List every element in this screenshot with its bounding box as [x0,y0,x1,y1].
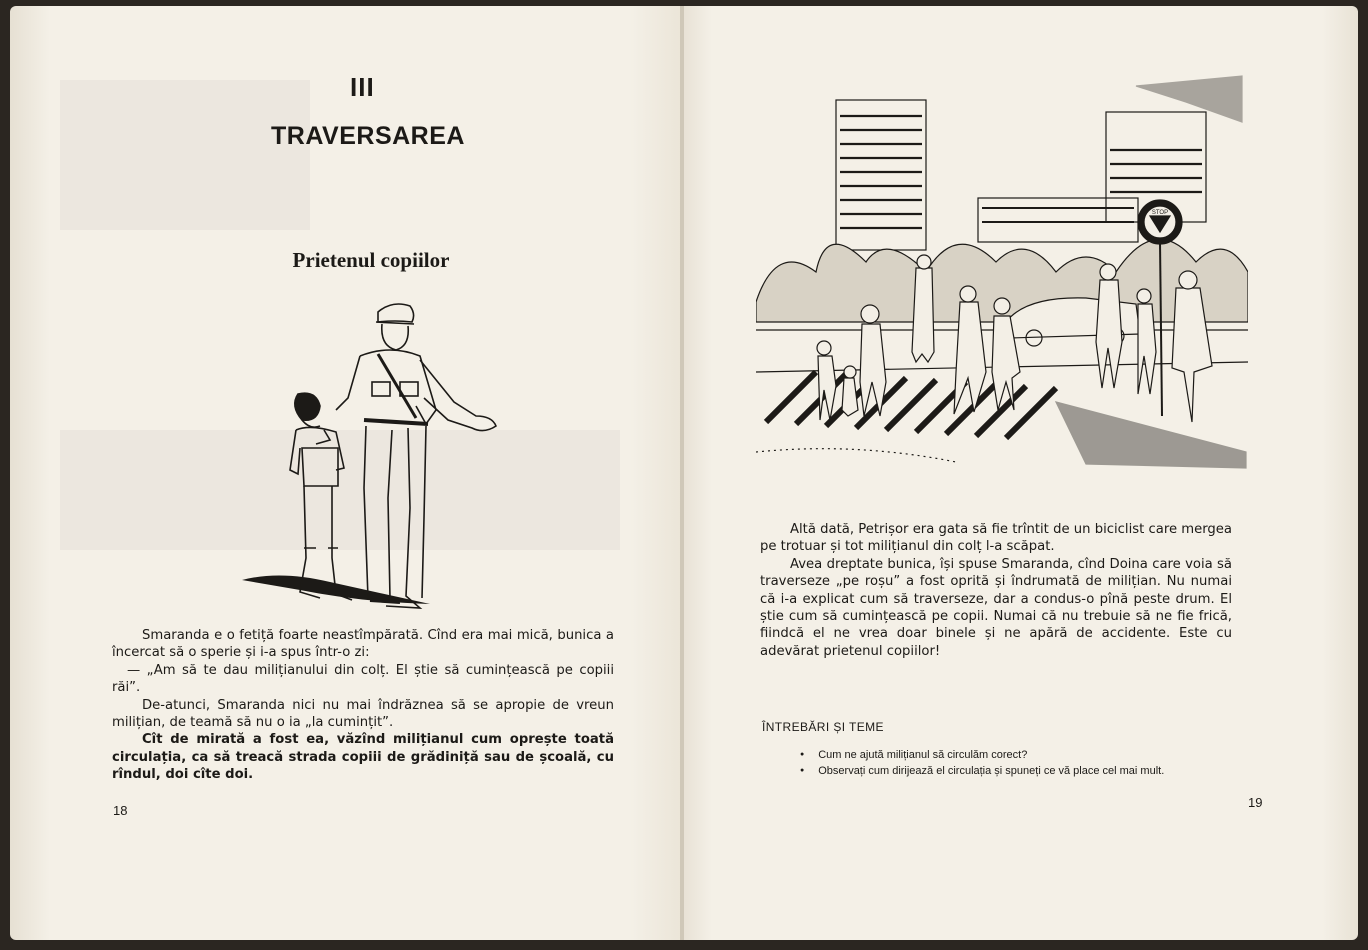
questions-heading: ÎNTREBĂRI ȘI TEME [762,720,884,734]
chapter-title: TRAVERSAREA [271,122,465,150]
militiaman-illustration [240,298,500,616]
question-item: ● Cum ne ajută milițianul să circulăm corect? [814,748,1164,764]
page-number-right: 19 [1248,795,1263,810]
street-crossing-illustration [756,72,1248,474]
paragraph: Cît de mirată a fost ea, văzînd milițianul cum oprește toată circulația, ca să treacă strada copiii de grădiniță sau de școală, cu rîndul, doi cîte doi. [112,732,614,783]
paragraph: Avea dreptate bunica, își spuse Smaranda, cînd Doina care voia să traverseze „pe roșu” a fost oprită și îndrumată de milițian. Nu numai că i-a explicat cum să traverseze, dar a condus-o pînă peste drum. El știe cum să cumințească pe copii. Numai că nu trebuie să ne fie frică, fiindcă el ne vrea doar binele și ne apără de accidente. Este cu adevărat prietenul copiilor! [760,556,1232,659]
paragraph-dialog: — „Am să te dau milițianului din colț. El știe să cumințească pe copiii răi”. [112,662,614,696]
page-number-left: 18 [113,803,128,818]
question-item: ● Observați cum dirijează el circulația și spuneți ce vă place cel mai mult. [814,764,1164,780]
questions-list [800,748,1164,780]
book-gutter [680,6,684,940]
section-subtitle: Prietenul copiilor [292,248,450,272]
left-body-text [112,627,614,784]
paragraph: Smaranda e o fetiță foarte neastîmpărată. Cînd era mai mică, bunica a încercat să o sperie și i-a spus într-o zi: [112,628,614,661]
chapter-number: III [350,72,375,102]
paragraph: Altă dată, Petrișor era gata să fie trîntit de un biciclist care mergea pe trotuar și tot milițianul din colț l-a scăpat. [760,522,1232,555]
right-body-text [760,521,1232,660]
bleed-through [60,80,310,230]
stop-sign-text: STOP [1151,210,1169,216]
paragraph: De-atunci, Smaranda nici nu mai îndrăznea să se apropie de vreun milițian, de teamă să nu o ia „la cumințit”. [112,697,614,731]
